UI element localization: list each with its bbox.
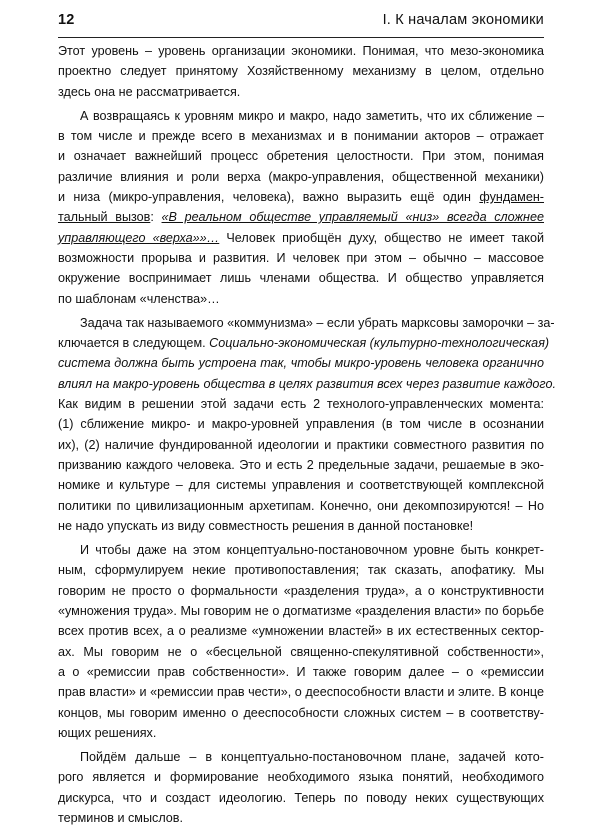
text-line xyxy=(58,642,544,662)
paragraph xyxy=(58,313,556,536)
text-run: система должна быть устроена так, чтобы микро-уровень человека органично xyxy=(58,356,544,371)
text-line xyxy=(58,560,544,580)
text-run: всех против всех, а о реализме «умножении властей» в их естественных сектор- xyxy=(58,624,544,639)
text-run: Социально-экономическая (культурно-технологическая) xyxy=(209,336,550,351)
paragraph xyxy=(58,747,544,828)
text-run: возможности прорыва и развития. И человек при этом – обычно – массовое xyxy=(58,250,544,265)
text-run: здесь она не рассматривается. xyxy=(58,84,241,99)
text-run: а о «ремиссии прав собственности». И также говорим далее – о «ремиссии xyxy=(58,664,544,679)
text-line xyxy=(58,682,544,702)
text-line xyxy=(58,581,544,601)
chapter-title: I. К началам экономики xyxy=(382,12,544,28)
text-run: управляющего «верха»»… xyxy=(58,230,220,245)
text-line xyxy=(58,496,544,516)
text-run: терминов и смыслов. xyxy=(58,810,183,825)
text-line xyxy=(58,146,544,166)
text-run: : xyxy=(150,210,162,225)
page-number: 12 xyxy=(58,12,75,28)
text-line xyxy=(58,353,544,373)
text-line xyxy=(58,788,544,808)
text-run: рого является и формирование необходимого языка понятий, необходимого xyxy=(58,770,544,785)
text-run: ключается в следующем. xyxy=(58,336,210,351)
text-line xyxy=(58,289,544,309)
text-line xyxy=(58,187,544,207)
text-run: Задача так называемого «коммунизма» – если убрать марксовы заморочки – за- xyxy=(80,315,555,330)
text-run: Как видим в решении этой задачи есть 2 технолого-управленческих момента: xyxy=(58,397,544,412)
text-line xyxy=(58,313,555,333)
text-run: и низа (микро-управления, человека), важно выразить ещё один xyxy=(58,190,480,205)
text-line xyxy=(58,475,544,495)
text-line xyxy=(58,41,544,61)
text-line xyxy=(58,268,544,288)
text-run: фундамен- xyxy=(479,190,544,205)
text-line xyxy=(58,414,544,434)
text-run: политики по цивилизационным архетипам. Конечно, они декомпозируются! – Но xyxy=(58,498,544,513)
text-run: говорим не просто о формальности «разделения труда», а о конструктивности xyxy=(58,583,544,598)
text-line xyxy=(58,207,544,227)
text-run: влиял на макро-уровень общества в целях развития всех через развитие каждого. xyxy=(58,376,556,391)
text-run: и означает важнейший процесс обретения целостности. При этом, понимая xyxy=(58,149,544,164)
text-run: не надо упускать из виду совместность решения в данной постановке! xyxy=(58,518,474,533)
text-line xyxy=(58,621,544,641)
text-line xyxy=(58,723,544,743)
text-line xyxy=(58,516,544,536)
text-run: по шаблонам «членства»… xyxy=(58,291,220,306)
text-run: призванию каждого человека. Это и есть 2 предельные задачи, решаемые в эко- xyxy=(58,457,544,472)
text-run: номике и культуре – для системы управления и соответствующей комплексной xyxy=(58,478,544,493)
body-text xyxy=(58,41,556,828)
paragraph xyxy=(58,106,544,309)
text-line xyxy=(58,601,544,621)
text-line xyxy=(58,808,544,828)
text-run: ах. Мы говорим не о «бесцельной священно-спекулятивной собственности», xyxy=(58,644,544,659)
text-run: тальный вызов xyxy=(58,210,151,225)
text-line xyxy=(58,435,544,455)
text-run: ным, сформулируем некие противопоставления; так сказать, апофатику. Мы xyxy=(58,563,544,578)
text-line xyxy=(58,333,550,353)
header-divider xyxy=(58,37,544,38)
text-run: «умножения труда». Мы говорим не о догматизме «разделения власти» по борьбе xyxy=(58,604,544,619)
text-line xyxy=(58,82,544,102)
text-line xyxy=(58,126,544,146)
text-line xyxy=(58,61,544,81)
text-run: проектно следует принятому Хозяйственному механизму в целом, отдельно xyxy=(58,64,544,79)
paragraph xyxy=(58,41,544,102)
text-line xyxy=(58,455,544,475)
text-run: различие влияния и роли верха (макро-управления, общественной механики) xyxy=(58,169,544,184)
text-run: концов, мы говорим именно о дееспособности сложных систем – в соответству- xyxy=(58,705,544,720)
text-run: Этот уровень – уровень организации экономики. Понимая, что мезо-экономика xyxy=(58,44,544,58)
text-run: окружение воспринимает лишь членами общества. И общество управляется xyxy=(58,271,544,286)
text-line xyxy=(58,228,544,248)
text-line xyxy=(58,167,544,187)
text-run: их), (2) наличие фундированной идеологии и практики совместного развития по xyxy=(58,437,544,452)
text-run: Пойдём дальше – в концептуально-постановочном плане, задачей кото- xyxy=(80,750,544,765)
text-line xyxy=(58,662,544,682)
text-line xyxy=(58,747,544,767)
text-run: А возвращаясь к уровням микро и макро, надо заметить, что их сближение – xyxy=(80,108,544,123)
text-line xyxy=(58,703,544,723)
text-run: Человек приобщён духу, общество не имеет такой xyxy=(219,230,545,245)
text-run: «В реальном обществе управляемый «низ» всегда сложнее xyxy=(161,210,544,225)
text-run: (1) сближение микро- и макро-уровней управления (в том числе в осознании xyxy=(58,417,544,432)
text-run: дискурса, что и создаст идеологию. Теперь по поводу неких существующих xyxy=(58,790,544,805)
text-line xyxy=(58,374,556,394)
text-line xyxy=(58,106,544,126)
text-line xyxy=(58,767,544,787)
paragraph xyxy=(58,540,544,743)
text-run: в том числе и прежде всего в механизмах и в понимании акторов – отражает xyxy=(58,129,544,144)
text-line xyxy=(58,394,544,414)
text-run: ющих решениях. xyxy=(58,725,157,740)
text-run: прав власти» и «ремиссии прав чести», о дееспособности власти и элите. В конце xyxy=(58,685,544,700)
text-line xyxy=(58,540,544,560)
text-line xyxy=(58,248,544,268)
running-header xyxy=(58,12,544,28)
text-run: И чтобы даже на этом концептуально-постановочном уровне быть конкрет- xyxy=(80,543,544,558)
